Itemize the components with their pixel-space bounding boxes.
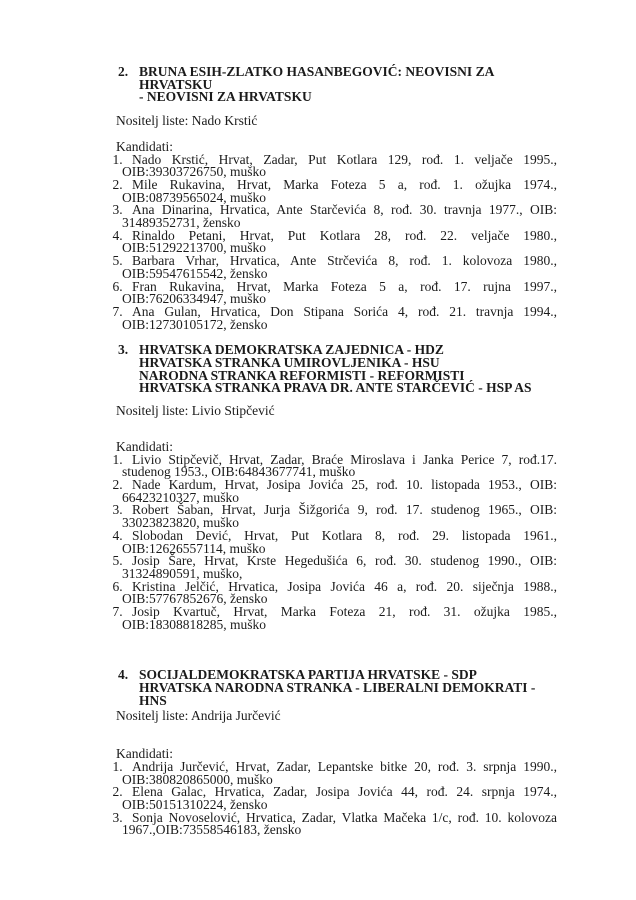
candidate-number: 1.	[112, 758, 123, 774]
candidates-list	[112, 758, 557, 838]
candidates-list	[112, 451, 557, 632]
candidate-item	[112, 553, 557, 581]
list-holder: Nositelj liste: Andrija Jurčević	[116, 707, 281, 723]
candidate-item	[112, 578, 557, 607]
candidate-number: 2.	[112, 476, 123, 492]
section-header	[116, 669, 557, 707]
candidate-item	[112, 227, 557, 256]
candidate-text: Elena Galac, Hrvatica, Zadar, Josipa Jovića 44, rođ. 24. srpnja 1974., OIB:50151310224, žensko	[122, 784, 557, 813]
candidate-number: 3.	[112, 809, 123, 825]
candidate-text: Nado Krstić, Hrvat, Zadar, Put Kotlara 129, rođ. 1. veljače 1995., OIB:39303726750, muško	[122, 151, 557, 180]
candidate-number: 7.	[112, 303, 123, 319]
section-number: 3.	[118, 342, 129, 358]
section-title	[139, 669, 557, 707]
candidate-text: Andrija Jurčević, Hrvat, Zadar, Lepantske bitke 20, rođ. 3. srpnja 1990., OIB:380820865000, muško	[122, 758, 557, 787]
candidate-item	[112, 784, 557, 813]
candidate-text: Mile Rukavina, Hrvat, Marka Foteza 5 a, rođ. 1. ožujka 1974., OIB:08739565024, muško	[122, 176, 557, 205]
candidate-item	[112, 202, 557, 231]
section-header	[116, 66, 557, 104]
section-header	[116, 344, 557, 395]
section-title-line: NARODNA STRANKA REFORMISTI - REFORMISTI	[139, 367, 465, 383]
candidate-item	[112, 278, 557, 307]
candidate-text: Livio Stipčevič, Hrvat, Zadar, Braće Miroslava i Janka Perice 7, rođ.17. studenog 1953., OIB:64843677741, muško	[122, 451, 557, 480]
candidate-item	[112, 502, 557, 531]
candidate-text: Rinaldo Petani, Hrvat, Put Kotlara 28, rođ. 22. veljače 1980., OIB:51292213700, muško	[122, 227, 557, 256]
candidate-number: 5.	[112, 553, 123, 569]
section-title-line: - NEOVISNI ZA HRVATSKU	[139, 89, 312, 105]
candidate-text: Josip Šare, Hrvat, Krste Hegedušića 6, rođ. 30. studenog 1990., OIB: 31324890591, muško,	[122, 553, 557, 581]
candidate-number: 1.	[112, 151, 123, 167]
section-list-2	[112, 64, 557, 332]
candidate-text: Nade Kardum, Hrvat, Josipa Jovića 25, rođ. 10. listopada 1953., OIB: 66423210327, muško	[122, 476, 557, 505]
candidate-item	[112, 476, 557, 505]
candidate-item	[112, 176, 557, 205]
candidate-text: Ana Dinarina, Hrvatica, Ante Starčevića 8, rođ. 30. travnja 1977., OIB: 31489352731, žensko	[122, 202, 557, 231]
candidate-number: 1.	[112, 451, 123, 467]
candidate-text: Slobodan Dević, Hrvat, Put Kotlara 8, rođ. 29. listopada 1961., OIB:12626557114, muško	[122, 527, 557, 556]
candidate-item	[112, 303, 557, 332]
candidate-text: Barbara Vrhar, Hrvatica, Ante Strčevića 8, rođ. 1. kolovoza 1980., OIB:59547615542, žensko	[122, 253, 557, 281]
candidate-text: Ana Gulan, Hrvatica, Don Stipana Sorića 4, rođ. 21. travnja 1994., OIB:12730105172, žensko	[122, 303, 557, 332]
section-title-line: HRVATSKA STRANKA PRAVA DR. ANTE STARČEVIĆ - HSP AS	[139, 380, 532, 396]
candidate-item	[112, 151, 557, 180]
section-list-4	[112, 667, 557, 838]
candidate-item	[112, 253, 557, 281]
candidate-number: 2.	[112, 784, 123, 800]
section-title-line: HRVATSKA STRANKA UMIROVLJENIKA - HSU	[139, 355, 440, 371]
candidate-item	[112, 758, 557, 787]
candidates-label: Kandidati:	[116, 438, 173, 454]
candidate-number: 3.	[112, 502, 123, 518]
candidate-number: 6.	[112, 278, 123, 294]
list-holder: Nositelj liste: Livio Stipčević	[116, 403, 275, 419]
candidate-text: Fran Rukavina, Hrvat, Marka Foteza 5 a, rođ. 17. rujna 1997., OIB:76206334947, muško	[122, 278, 557, 307]
candidates-list	[112, 151, 557, 332]
section-number: 2.	[118, 64, 129, 79]
section-title-line: HRVATSKA NARODNA STRANKA - LIBERALNI DEMOKRATI - HNS	[139, 680, 536, 708]
candidates-label: Kandidati:	[116, 746, 173, 762]
candidate-item	[112, 527, 557, 556]
candidate-number: 7.	[112, 604, 123, 620]
section-title-line: BRUNA ESIH-ZLATKO HASANBEGOVIĆ: NEOVISNI ZA HRVATSKU	[139, 64, 494, 92]
section-title	[139, 344, 557, 395]
section-title-line: HRVATSKA DEMOKRATSKA ZAJEDNICA - HDZ	[139, 342, 444, 358]
section-number: 4.	[118, 667, 129, 683]
section-title	[139, 66, 557, 104]
candidate-number: 3.	[112, 202, 123, 218]
candidate-item	[112, 809, 557, 838]
section-list-3	[112, 342, 557, 632]
candidate-number: 6.	[112, 578, 123, 594]
candidate-text: Sonja Novoselović, Hrvatica, Zadar, Vlatka Mačeka 1/c, rođ. 10. kolovoza 1967.,OIB:73558546183, žensko	[122, 809, 557, 838]
candidate-number: 2.	[112, 176, 123, 192]
candidate-item	[112, 604, 557, 632]
candidate-number: 5.	[112, 253, 123, 269]
candidate-text: Kristina Jelčić, Hrvatica, Josipa Jovića 46 a, rođ. 20. siječnja 1988., OIB:57767852676, žensko	[122, 578, 557, 607]
candidate-number: 4.	[112, 527, 123, 543]
candidate-item	[112, 451, 557, 480]
candidates-label: Kandidati:	[116, 138, 173, 154]
section-title-line: SOCIJALDEMOKRATSKA PARTIJA HRVATSKE - SDP	[139, 667, 477, 683]
candidate-text: Robert Šaban, Hrvat, Jurja Šižgorića 9, rođ. 17. studenog 1965., OIB: 33023823820, muško	[122, 502, 557, 531]
candidate-number: 4.	[112, 227, 123, 243]
candidate-text: Josip Kvartuč, Hrvat, Marka Foteza 21, rođ. 31. ožujka 1985., OIB:18308818285, muško	[122, 604, 557, 632]
list-holder: Nositelj liste: Nado Krstić	[116, 113, 258, 129]
